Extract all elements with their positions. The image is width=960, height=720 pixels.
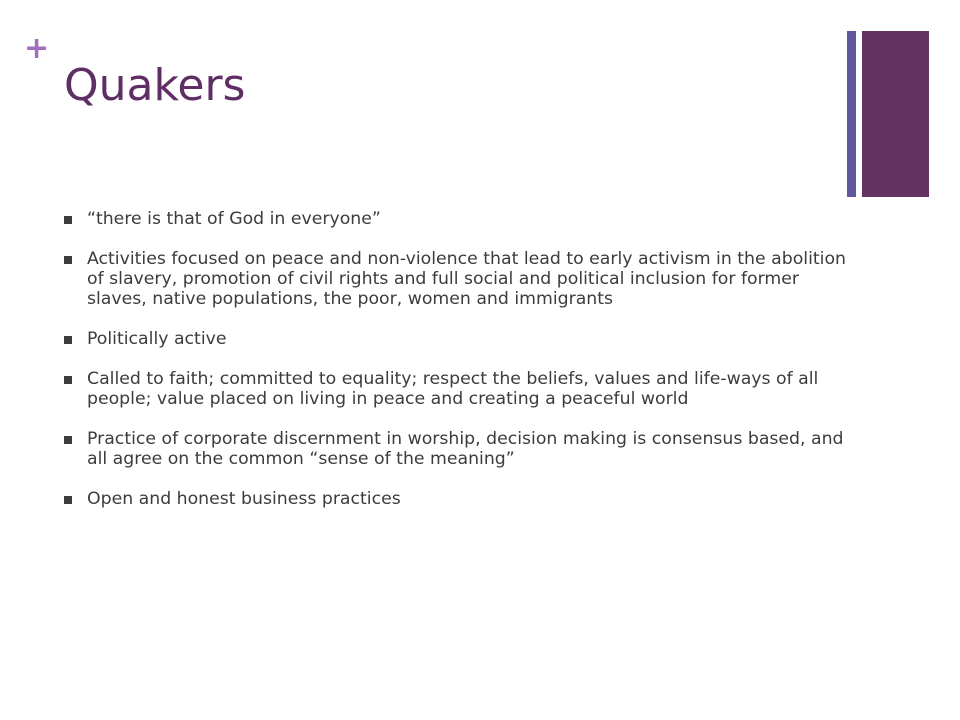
square-bullet-icon — [64, 496, 72, 504]
bullet-text: Open and honest business practices — [87, 489, 401, 509]
bullet-item — [64, 489, 854, 509]
accent-bar-thin — [847, 31, 856, 197]
bullet-list — [64, 209, 854, 529]
slide-title: Quakers — [64, 60, 246, 111]
bullet-item — [64, 249, 854, 309]
bullet-item — [64, 209, 854, 229]
bullet-text: Called to faith; committed to equality; respect the beliefs, values and life-ways of all people; value placed on living in peace and creating a peaceful world — [87, 369, 819, 409]
bullet-text: Practice of corporate discernment in worship, decision making is consensus based, and all agree on the common “sense of the meaning” — [87, 429, 844, 469]
square-bullet-icon — [64, 256, 72, 264]
accent-bar-wide — [862, 31, 929, 197]
bullet-text: “there is that of God in everyone” — [87, 209, 381, 229]
square-bullet-icon — [64, 376, 72, 384]
plus-icon: + — [24, 31, 50, 66]
bullet-item — [64, 329, 854, 349]
square-bullet-icon — [64, 216, 72, 224]
bullet-text: Politically active — [87, 329, 227, 349]
bullet-item — [64, 369, 854, 409]
square-bullet-icon — [64, 336, 72, 344]
square-bullet-icon — [64, 436, 72, 444]
bullet-item — [64, 429, 854, 469]
bullet-text: Activities focused on peace and non-violence that lead to early activism in the abolition of slavery, promotion of civil rights and full social and political inclusion for former slaves, native populations, the poor, women and immigrants — [87, 249, 846, 309]
